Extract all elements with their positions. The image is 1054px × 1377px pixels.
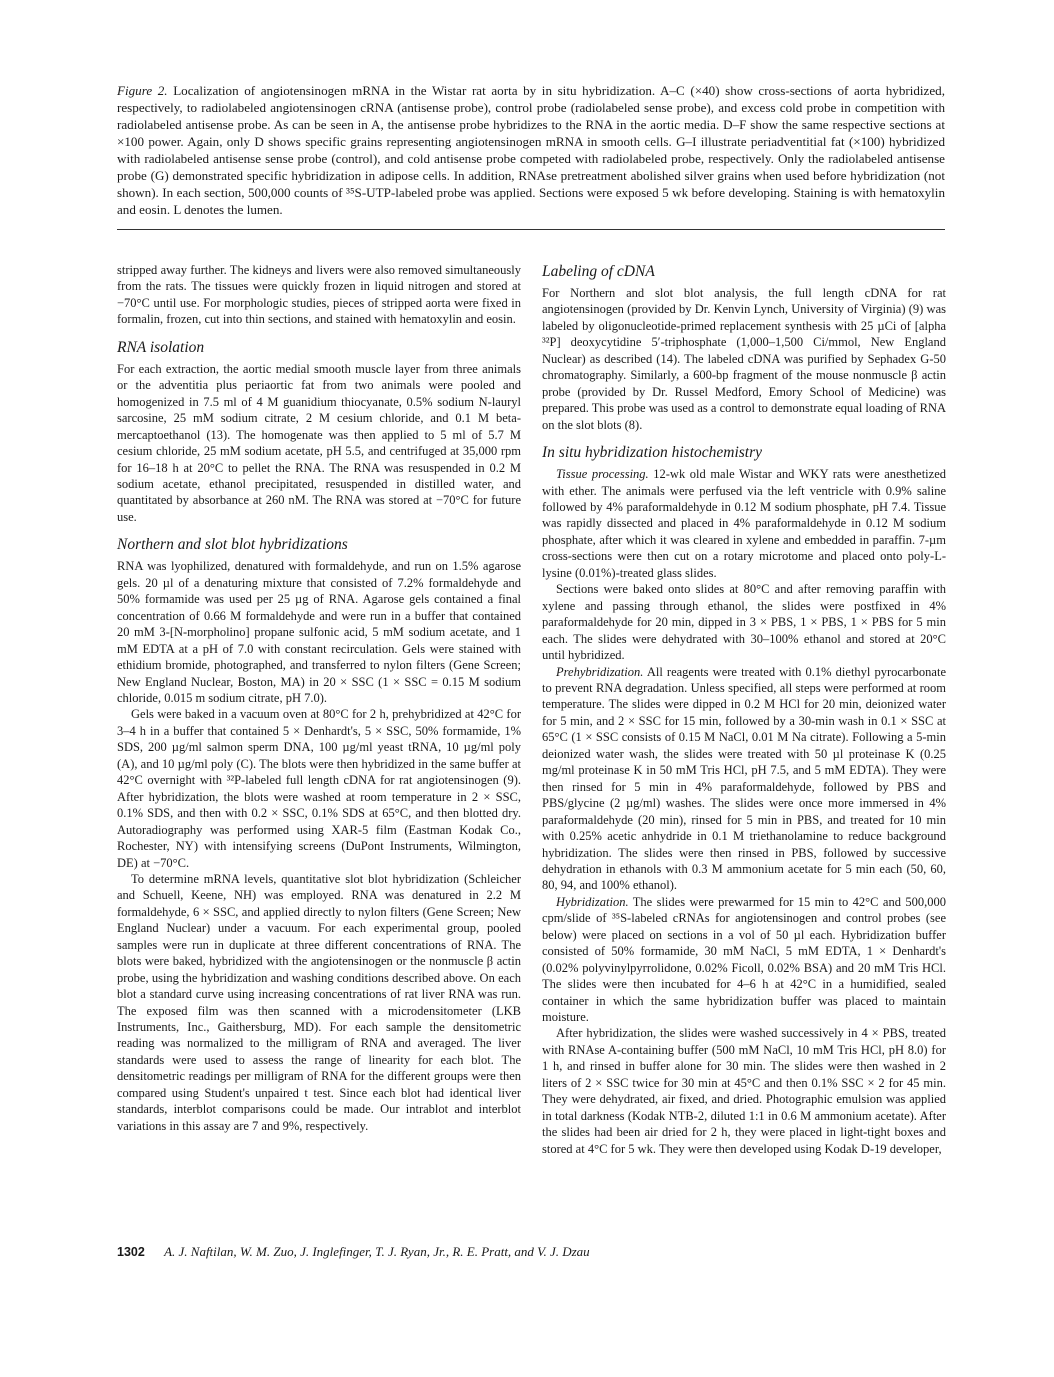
figure-caption (117, 82, 945, 218)
page-number: 1302 (117, 1245, 145, 1259)
left-column (117, 262, 521, 1134)
paragraph-text: All reagents were treated with 0.1% diethyl pyrocarbonate to prevent RNA degradation. Unless specified, all steps were performed at room temperature. The slides were dipped in 0.2 M HCl for 20 min, deionized water for 5 min, and 2 × SSC for 15 min, followed by a 30-min wash in 0.1 × SSC at 65°C (1 × SSC consists of 0.15 M NaCl, 0.01 M Na citrate). Following a 5-min deionized water wash, the slides were treated with 50 µl proteinase K (0.25 mg/ml proteinase K in 50 mM Tris HCl, pH 7.5, and 5 mM EDTA). They were then rinsed for 5 min in 4% paraformaldehyde, followed by PBS and PBS/glycine (2 µg/ml) washes. The slides were once more immersed in 4% paraformaldehyde (20 min), rinsed for 5 min in PBS, and treated for 10 min with 0.25% acetic anhydride in 0.1 M triethanolamine to reduce background hybridization. The slides were then rinsed in PBS, followed by successive dehydration in ethanols with 0.3 M ammonium acetate for 5 min each (50, 60, 80, 94, and 100% ethanol). (542, 664, 946, 893)
page-footer (117, 1244, 590, 1260)
section-heading-in-situ: In situ hybridization histochemistry (542, 444, 763, 462)
run-in-heading: Tissue processing. (556, 467, 649, 482)
paragraph-text: 12-wk old male Wistar and WKY rats were anesthetized with ether. The animals were perfused via the left ventricle with 0.9% saline followed by 4% paraformaldehyde in 0.12 M sodium phosphate, pH 7.4. Tissue was rapidly dissected and placed in 4% paraformaldehyde in 0.12 M sodium phosphate, after which it was cleared in xylene and embedded in paraffin. 7-µm cross-sections were then cut on a rotary microtome and placed onto poly-L-lysine (0.01%)-treated glass slides. (542, 467, 946, 580)
run-in-heading: Prehybridization. (556, 664, 644, 679)
paragraph: stripped away further. The kidneys and livers were also removed simultaneously from the rats. The tissues were quickly frozen in liquid nitrogen and stored at −70°C until use. For morphologic studies, pieces of stripped aorta were fixed in formalin, frozen, cut into thin sections, and stained with hematoxylin and eosin. (117, 263, 521, 327)
paragraph: Sections were baked onto slides at 80°C and after removing paraffin with xylene and passing through ethanol, the slides were postfixed in 4% paraformaldehyde for 20 min, dipped in 3 × PBS, 1 × PBS, 1 × PBS for 5 min each. The slides were dehydrated with 30–100% ethanol and stored at 20°C until hybridized. (542, 582, 946, 663)
figure-label: Figure 2. (117, 83, 168, 98)
paragraph: After hybridization, the slides were washed successively in 4 × PBS, treated with RNAse A-containing buffer (500 mM NaCl, 10 mM Tris HCl, pH 8.0) for 1 h, and rinsed in buffer alone for 30 min. The slides were then washed in 2 liters of 2 × SSC twice for 30 min at 45°C and then 0.1% SSC × 2 for 45 min. They were dehydrated, air fixed, and dried. Photographic emulsion was applied in total darkness (Kodak NTB-2, diluted 1:1 in 0.6 M ammonium acetate). After the slides had been air dried for 2 h, they were placed in light-tight boxes and stored at 4°C for 5 wk. They were then developed using Kodak D-19 developer, (542, 1026, 946, 1156)
right-column (542, 262, 946, 1157)
paragraph-text: The slides were prewarmed for 15 min to 42°C and 500,000 cpm/slide of ³⁵S-labeled cRNAs for angiotensinogen and control probes (see below) were placed on sections in a vol of 50 µl each. Hybridization buffer consisted of 50% formamide, 30 mM NaCl, 5 mM EDTA, 1 × Denhardt's (0.02% polyvinylpyrrolidone, 0.02% Ficoll, 0.02% BSA) and 20 mM Tris HCl. The slides were then incubated for 4–6 h at 42°C in a humidified, sealed container in which the same hybridization buffer was placed to maintain moisture. (542, 894, 946, 1025)
section-heading-rna-isolation: RNA isolation (117, 338, 205, 356)
paragraph: RNA was lyophilized, denatured with formaldehyde, and run on 1.5% agarose gels. 20 µl of a denaturing mixture that consisted of 7.2% formaldehyde and 50% formamide was used per 25 µg of RNA. Agarose gels contained a final concentration of 0.66 M formaldehyde and were run in a buffer that contained 20 mM 3-[N-morpholino] propane sulfonic acid, 5 mM sodium acetate, and 1 mM EDTA at a pH of 7.0 with constant recirculation. Gels were stained with ethidium bromide, photographed, and transferred to nylon filters (Gene Screen; New England Nuclear, Boston, MA) in 20 × SSC (1 × SSC = 0.15 M sodium chloride, 0.015 m sodium citrate, pH 7.0). (117, 559, 521, 705)
paragraph (542, 466, 946, 581)
caption-divider (117, 229, 945, 230)
run-in-heading: Hybridization. (556, 894, 629, 909)
paragraph: For each extraction, the aortic medial smooth muscle layer from three animals or the adventitia plus periaortic fat from two animals were pooled and homogenized in 7.5 ml of 4 M guanidium thiocyanate, 0.5% sodium N-lauryl sarcosine, 25 mM sodium citrate, 2 M cesium chloride, and 0.1 M beta-mercaptoethanol (13). The homogenate was then applied to 5 ml of 5.7 M cesium chloride, 25 mM sodium acetate, pH 5.5, and centrifuged at 35,000 rpm for 16–18 h at 20°C to pellet the RNA. The RNA was resuspended in 0.2 M sodium acetate, ethanol precipitated, resuspended in distilled water, and quantitated by absorbance at 260 nM. The RNA was stored at −70°C for future use. (117, 361, 521, 524)
paragraph (542, 894, 946, 1026)
section-heading-labeling-cdna: Labeling of cDNA (542, 263, 655, 280)
running-authors: A. J. Naftilan, W. M. Zuo, J. Inglefinger, T. J. Ryan, Jr., R. E. Pratt, and V. J. Dzau (164, 1244, 590, 1259)
paragraph: For Northern and slot blot analysis, the full length cDNA for rat angiotensinogen (provided by Dr. Kenvin Lynch, University of Virginia) (9) was labeled by oligonucleotide-primed replacement synthesis with 25 µCi of [alpha ³²P] deoxycytidine 5′-triphosphate (1,000–1,500 Ci/mmol, New England Nuclear) as described (14). The labeled cDNA was purified by Sephadex G-50 chromatography. Similarly, a 600-bp fragment of the mouse nonmuscle β actin probe (provided by Dr. Russel Medford, Emory School of Medicine) was prepared. This probe was used as a control to demonstrate equal loading of RNA on the slot blots (8). (542, 286, 946, 432)
paragraph: Gels were baked in a vacuum oven at 80°C for 2 h, prehybridized at 42°C for 3–4 h in a buffer that contained 5 × Denhardt's, 5 × SSC, 50% formamide, 1% SDS, 200 µg/ml salmon sperm DNA, 100 µg/ml yeast tRNA, 10 µg/ml poly (A), and 10 µg/ml poly (C). The blots were then hybridized in the same buffer at 42°C overnight with ³²P-labeled full length cDNA for rat angiotensinogen (9). After hybridization, the blots were washed at room temperature in 2 × SSC, 0.1% SDS, and then with 0.2 × SSC, 0.1% SDS at 65°C, and then blotted dry. Autoradiography was performed using XAR-5 film (Eastman Kodak Co., Rochester, NY) with intensifying screens (DuPont Instruments, Wilmington, DE) at −70°C. (117, 707, 521, 870)
section-heading-northern-slot-blot: Northern and slot blot hybridizations (117, 536, 348, 554)
figure-caption-text: Localization of angiotensinogen mRNA in the Wistar rat aorta by in situ hybridization. A–C (×40) show cross-sections of aorta hybridized, respectively, to radiolabeled angiotensinogen cRNA (antisense probe), control probe (radiolabeled sense probe), and excess cold probe in competition with radiolabeled antisense probe. As can be seen in A, the antisense probe hybridizes to the RNA in the aortic media. D–F show the same respective sections at ×100 power. Again, only D shows specific grains representing angiotensinogen mRNA in smooth cells. G–I illustrate periadventitial fat (×100) hybridized with radiolabeled antisense sense probe (control), and cold antisense probe competed with radiolabeled probe, respectively. Only the radiolabeled antisense probe (G) demonstrated specific hybridization in adipose cells. In addition, RNAse pretreatment abolished silver grains when used before hybridization (not shown). In each section, 500,000 counts of ³⁵S-UTP-labeled probe was applied. Sections were exposed 5 wk before developing. Staining is with hematoxylin and eosin. L denotes the lumen. (117, 83, 946, 217)
paragraph: To determine mRNA levels, quantitative slot blot hybridization (Schleicher and Schuell, Keene, NH) was employed. RNA was denatured in 2.2 M formaldehyde, 6 × SSC, and applied directly to nylon filters (Gene Screen; New England Nuclear) under a vacuum. For each experimental group, pooled samples were run in duplicate at three different concentrations of RNA. The blots were baked, hybridized with the angiotensinogen or the nonmuscle β actin probe, using the hybridization and washing conditions described above. On each blot a standard curve using increasing concentrations of rat liver RNA was run. The exposed film was then scanned with a microdensitometer (LKB Instruments, Inc., Gaithersburg, MD). For each sample the densitometric reading was normalized to the milligram of RNA and averaged. The liver standards were used to assess the range of linearity for each blot. The densitometric readings per milligram of RNA for the different groups were then compared using Student's unpaired t test. Since each blot had identical liver standards, interblot comparisons could be made. Our intrablot and interblot variations in this assay are 7 and 9%, respectively. (117, 871, 521, 1133)
paragraph (542, 664, 946, 894)
